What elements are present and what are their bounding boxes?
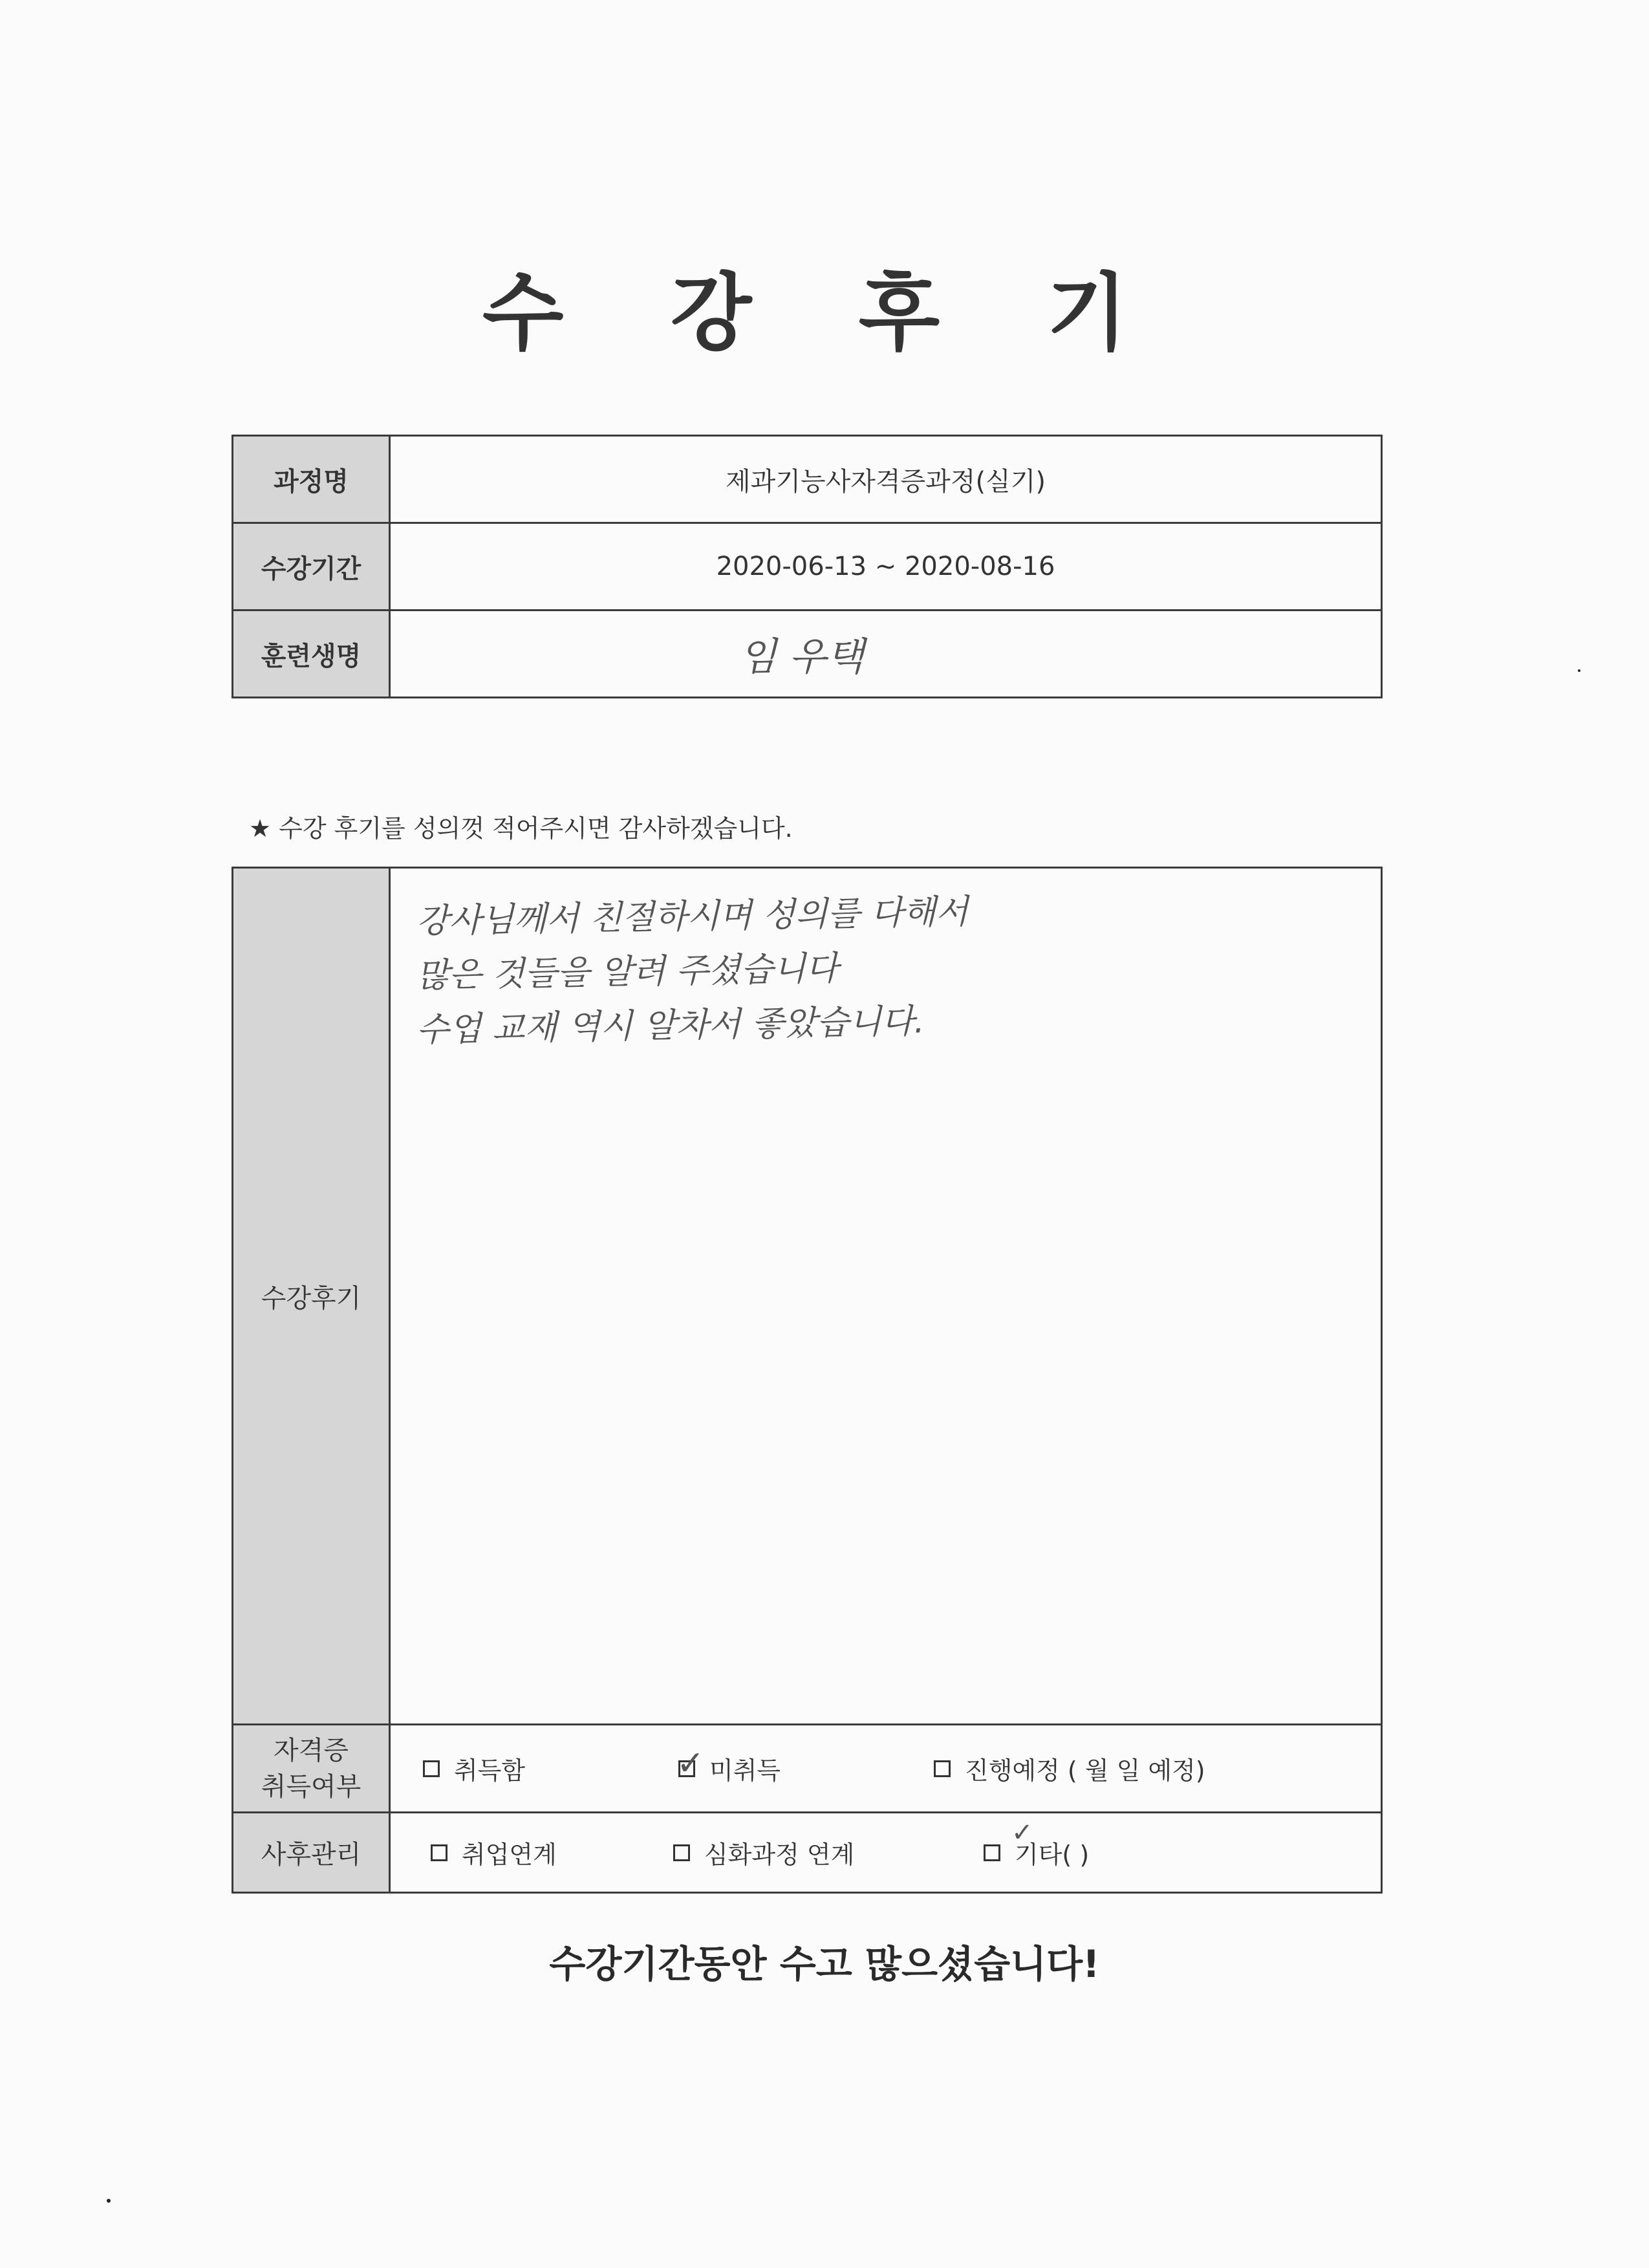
certificate-label-line1: 자격증 bbox=[274, 1735, 349, 1766]
aftercare-options bbox=[390, 1813, 1382, 1893]
checkbox-icon[interactable] bbox=[676, 1744, 705, 1783]
scan-speck bbox=[1578, 669, 1580, 672]
certificate-option-not-obtained[interactable] bbox=[676, 1744, 934, 1786]
aftercare-row bbox=[233, 1813, 1382, 1893]
review-line: 많은 것들을 알려 주셨습니다 bbox=[416, 949, 839, 995]
document-title: 수 강 후 기 bbox=[482, 264, 1167, 362]
option-label: 취업연계 bbox=[462, 1841, 557, 1869]
review-cell bbox=[390, 868, 1382, 1725]
course-value: 제과기능사자격증과정(실기) bbox=[390, 436, 1382, 523]
trainee-row bbox=[233, 610, 1382, 698]
review-line: 강사님께서 친절하시며 성의를 다해서 bbox=[416, 892, 969, 941]
period-row bbox=[233, 523, 1382, 610]
trainee-label: 훈련생명 bbox=[233, 610, 390, 698]
checkbox-icon[interactable] bbox=[984, 1817, 1033, 1861]
trainee-cell bbox=[390, 610, 1382, 698]
notice-text: ★ 수강 후기를 성의껏 적어주시면 감사하겠습니다. bbox=[249, 814, 793, 843]
review-text bbox=[416, 894, 968, 1057]
course-info-table bbox=[232, 435, 1383, 698]
trainee-signature: 임 우택 bbox=[739, 634, 864, 680]
option-label: 취득함 bbox=[454, 1756, 526, 1785]
scan-speck bbox=[107, 2199, 111, 2203]
course-label: 과정명 bbox=[233, 436, 390, 523]
option-label: 미취득 bbox=[709, 1756, 781, 1785]
checkbox-icon[interactable] bbox=[423, 1760, 440, 1777]
check-mark-icon: ✓ bbox=[676, 1744, 705, 1783]
period-value: 2020-06-13 ~ 2020-08-16 bbox=[390, 523, 1382, 610]
aftercare-option-employment[interactable] bbox=[431, 1835, 673, 1870]
aftercare-option-advanced[interactable] bbox=[673, 1835, 984, 1870]
certificate-row bbox=[233, 1725, 1382, 1813]
check-mark-icon: ✓ bbox=[1011, 1817, 1033, 1848]
option-label: 심화과정 연계 bbox=[704, 1841, 855, 1869]
checkbox-icon[interactable] bbox=[934, 1760, 951, 1777]
checkbox-icon[interactable] bbox=[673, 1844, 690, 1861]
course-row bbox=[233, 436, 1382, 523]
closing-message: 수강기간동안 수고 많으셨습니다! bbox=[549, 1942, 1100, 1986]
period-label: 수강기간 bbox=[233, 523, 390, 610]
option-label: 진행예정 ( 월 일 예정) bbox=[965, 1756, 1205, 1785]
review-table bbox=[232, 867, 1383, 1894]
review-row bbox=[233, 868, 1382, 1725]
option-label: 기타( ) bbox=[1015, 1841, 1090, 1869]
aftercare-option-other[interactable] bbox=[984, 1817, 1090, 1870]
certificate-options bbox=[390, 1725, 1382, 1813]
review-label: 수강후기 bbox=[233, 868, 390, 1725]
certificate-label bbox=[233, 1725, 390, 1813]
review-line: 수업 교재 역시 알차서 좋았습니다. bbox=[416, 1002, 925, 1050]
aftercare-label: 사후관리 bbox=[233, 1813, 390, 1893]
certificate-label-line2: 취득여부 bbox=[261, 1771, 361, 1802]
certificate-option-obtained[interactable] bbox=[423, 1751, 678, 1786]
certificate-option-scheduled[interactable] bbox=[934, 1751, 1205, 1786]
checkbox-icon[interactable] bbox=[431, 1844, 447, 1861]
